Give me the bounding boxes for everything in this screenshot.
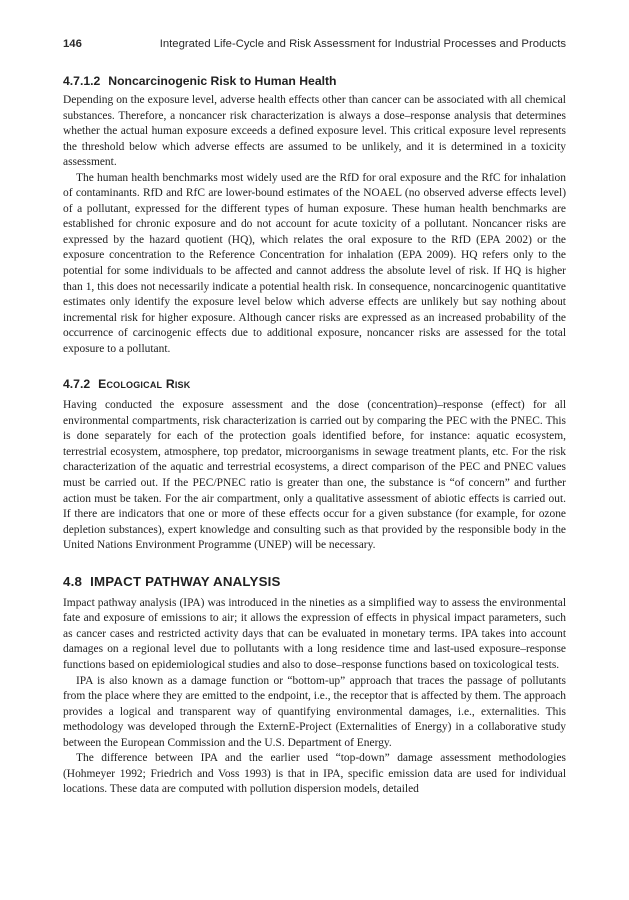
- paragraph: Impact pathway analysis (IPA) was introduced in the nineties as a simplified way to assess the environmental fate and exposure of emissions to air; it allows the expression of effects in physical impact parameters, such as cancer cases and restricted activity days that can be evaluated in monetary terms. IPA takes into account damages on a regional level due to pollutants with a long residence time and last-used exposure–response functions based on epidemiological studies and also to dose–response functions based on toxicological tests.: [63, 596, 566, 671]
- paragraph: IPA is also known as a damage function or “bottom-up” approach that traces the passage of pollutants from the place where they are emitted to the endpoint, i.e., the receptor that is affected by them. The approach provides a logical and transparent way of quantifying environmental damages, i.e., externalities. This methodology was developed through the ExternE-Project (Externalities of Energy) in a collaborative study between the European Commission and the U.S. Department of Energy.: [63, 674, 566, 749]
- section-title: Noncarcinogenic Risk to Human Health: [108, 74, 337, 88]
- book-page: [63, 38, 566, 798]
- section-number: 4.8: [63, 573, 83, 589]
- section-title: IMPACT PATHWAY ANALYSIS: [90, 573, 281, 589]
- section-title: Ecological Risk: [98, 377, 191, 392]
- section-heading-4-7-1-2: [63, 74, 566, 88]
- paragraph: The human health benchmarks most widely used are the RfD for oral exposure and the RfC for inhalation of contaminants. RfD and RfC are lower-bound estimates of the NOAEL (no observed adverse effects level) of a pollutant, expressed for the different types of human exposure. These human health benchmarks are established for chronic exposure and do not account for acute toxicity of a pollutant. Noncancer risks are expressed by the hazard quotient (HQ), which relates the oral exposure to the RfD (EPA 2002) or the exposure concentration to the Reference Concentration for inhalation (EPA 2009). HQ refers only to the potential for some individuals to be affected and cannot address the absolute level of risk. If HQ is higher than 1, this does not necessarily indicate a potential health risk. In consequence, noncarcinogenic quantitative estimates only identify the exposure level below which adverse effects are unlikely but say nothing about incremental risk for higher exposure. Although cancer risks are expressed as an increased probability of the occurrence of carcinogenic effects due to additional exposure, noncancer risks are assessed for the total exposure to a pollutant.: [63, 171, 566, 355]
- book-title: Integrated Life-Cycle and Risk Assessment for Industrial Processes and Products: [159, 38, 566, 50]
- paragraph: Having conducted the exposure assessment and the dose (concentration)–response (effect) for all environmental compartments, risk characterization is carried out by comparing the PEC with the PNEC. This is done separately for each of the protection goals identified before, for instance: aquatic ecosystem, terrestrial ecosystem, atmosphere, top predator, microorganisms in sewage treatment plants, etc. For the risk characterization of the aquatic and terrestrial ecosystems, a direct comparison of the PEC and PNEC values must be carried out. If the PEC/PNEC ratio is greater than one, the substance is “of concern” and further action must be taken. For the air compartment, only a qualitative assessment of abiotic effects is carried out. If there are indicators that one or more of these effects occur for a given substance (for example, for ozone depletion substances), expert knowledge and consulting such as that provided by the responsible body in the United Nations Environment Programme (UNEP) will be necessary.: [63, 399, 566, 552]
- section-number: 4.7.1.2: [63, 74, 101, 88]
- running-header: [63, 38, 566, 55]
- section-number: 4.7.2: [63, 377, 91, 392]
- page-number: 146: [63, 38, 82, 50]
- paragraph: The difference between IPA and the earlier used “top-down” damage assessment methodologies (Hohmeyer 1992; Friedrich and Voss 1993) is that in IPA, specific emission data are used for individual locations. These data are computed with pollution dispersion models, detailed: [63, 752, 566, 796]
- paragraph: Depending on the exposure level, adverse health effects other than cancer can be associated with all chemical substances. Therefore, a noncancer risk characterization is always a dose–response analysis that determines whether the actual human exposure exceeds a defined exposure level. This critical exposure level represents the threshold below which adverse effects are assumed to be unlikely, and it is determined in a toxicity assessment.: [63, 94, 566, 169]
- section-heading-4-7-2: [63, 377, 566, 391]
- section-heading-4-8: [63, 574, 566, 589]
